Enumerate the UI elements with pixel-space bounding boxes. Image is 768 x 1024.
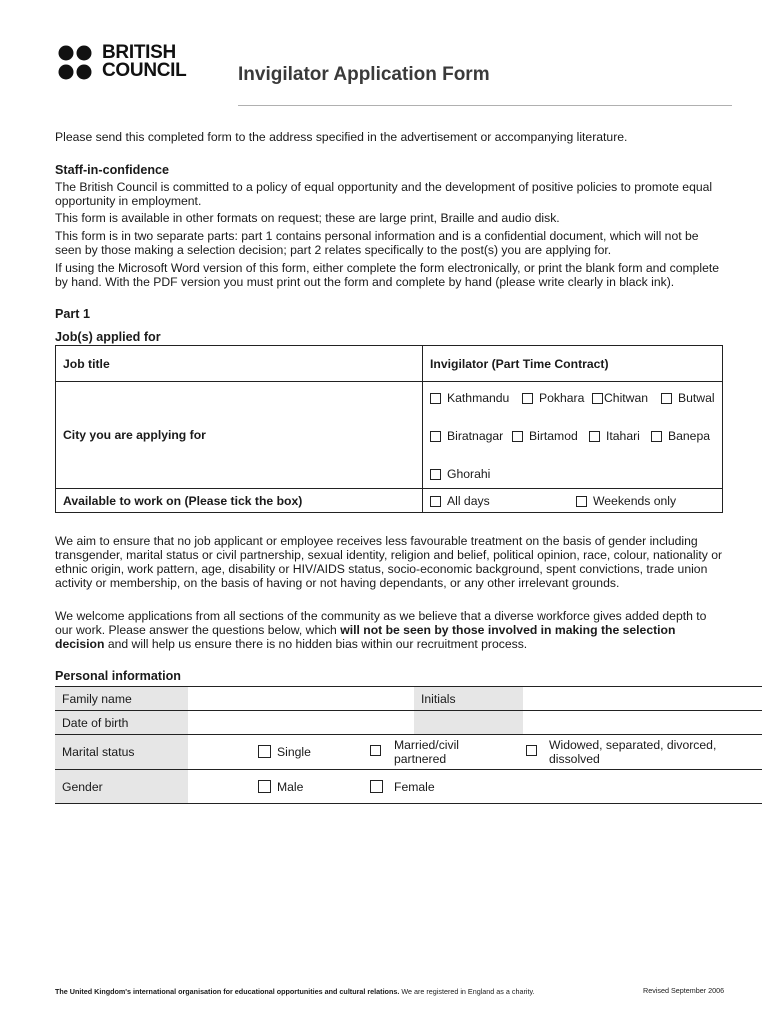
logo-line-1: BRITISH: [102, 42, 176, 63]
city-option-pokhara[interactable]: Pokhara: [522, 391, 584, 405]
checkbox[interactable]: [430, 496, 441, 507]
checkbox[interactable]: [258, 745, 271, 758]
checkbox[interactable]: [512, 431, 523, 442]
checkbox[interactable]: [651, 431, 662, 442]
title-divider: [238, 105, 732, 106]
city-option-banepa[interactable]: Banepa: [651, 429, 710, 443]
checkbox[interactable]: [430, 431, 441, 442]
part-heading: Part 1: [55, 307, 91, 321]
personal-table: [55, 686, 762, 804]
city-option-birtamod[interactable]: Birtamod: [512, 429, 578, 443]
family-name-label: Family name: [55, 687, 188, 711]
gender-options: [188, 770, 762, 804]
dob-spacer: [414, 711, 523, 735]
logo-line-2: COUNCIL: [102, 60, 187, 81]
gender-label: Gender: [55, 770, 188, 804]
gender-option-female[interactable]: Female: [370, 780, 435, 794]
marital-label: Marital status: [55, 735, 188, 770]
confidence-p3: This form is in two separate parts: part 1 contains personal information and is a confidential document, which will not be seen by those making a selection decision; part 2 relates specifically to the post(s) you are applying for.: [55, 229, 699, 257]
british-council-logo: [58, 44, 198, 84]
city-option-butwal[interactable]: Butwal: [661, 391, 715, 405]
checkbox[interactable]: [430, 469, 441, 480]
marital-option-widowed[interactable]: Widowed, separated, divorced, dissolved: [549, 738, 717, 766]
available-options: [423, 489, 723, 513]
dob-input[interactable]: [188, 711, 414, 735]
dob-label: Date of birth: [55, 711, 188, 735]
footer-left: The United Kingdom's international organisation for educational opportunities and cultural relations. We are registered in England as a charity.: [55, 987, 535, 996]
intro-text: Please send this completed form to the address specified in the advertisement or accompanying literature.: [55, 130, 628, 144]
job-title-value: Invigilator (Part Time Contract): [423, 346, 723, 382]
logo-dots-icon: [58, 44, 98, 82]
marital-widowed-checkbox[interactable]: [526, 745, 537, 756]
initials-label: Initials: [414, 687, 523, 711]
checkbox[interactable]: [430, 393, 441, 404]
available-option-weekends[interactable]: Weekends only: [576, 494, 676, 508]
city-label: City you are applying for: [56, 382, 423, 489]
city-option-biratnagar[interactable]: Biratnagar: [430, 429, 503, 443]
logo-text: [102, 44, 186, 80]
checkbox[interactable]: [258, 780, 271, 793]
marital-option-married[interactable]: Married/civil partnered: [394, 738, 460, 766]
city-option-chitwan[interactable]: Chitwan: [592, 391, 648, 405]
marital-married-checkbox[interactable]: [370, 745, 381, 756]
available-option-all-days[interactable]: All days: [430, 494, 490, 508]
jobs-heading: Job(s) applied for: [55, 330, 161, 344]
checkbox[interactable]: [576, 496, 587, 507]
confidence-p4: If using the Microsoft Word version of this form, either complete the form electronically, or print the blank form and complete by hand. With the PDF version you must print out the form and complete by hand (please write clearly in black ink).: [55, 261, 720, 289]
footer-revised: Revised September 2006: [643, 986, 725, 995]
checkbox[interactable]: [589, 431, 600, 442]
checkbox[interactable]: [661, 393, 672, 404]
form-title: Invigilator Application Form: [238, 64, 490, 85]
gender-option-male[interactable]: Male: [258, 780, 303, 794]
personal-heading: Personal information: [55, 669, 181, 683]
confidence-p1: The British Council is committed to a policy of equal opportunity and the development of positive policies to promote equal opportunity in employment.: [55, 180, 713, 208]
job-title-label: Job title: [56, 346, 423, 382]
confidence-heading: Staff-in-confidence: [55, 163, 170, 177]
equality-p2: We welcome applications from all sections of the community as we believe that a diverse workforce gives added depth to our work. Please answer the questions below, which will not be seen by those involved in making the selection decision and will help us ensure there is no hidden bias within our recruitment process.: [55, 609, 707, 651]
jobs-table: [55, 345, 723, 513]
checkbox[interactable]: [370, 780, 383, 793]
initials-input[interactable]: [523, 687, 762, 711]
city-option-kathmandu[interactable]: Kathmandu: [430, 391, 509, 405]
marital-option-single[interactable]: Single: [258, 745, 311, 759]
available-label: Available to work on (Please tick the box): [56, 489, 423, 513]
city-option-ghorahi[interactable]: Ghorahi: [430, 467, 490, 481]
city-option-itahari[interactable]: Itahari: [589, 429, 640, 443]
dob-extra: [523, 711, 762, 735]
checkbox[interactable]: [592, 393, 603, 404]
marital-options: [188, 735, 762, 770]
checkbox[interactable]: [522, 393, 533, 404]
family-name-input[interactable]: [188, 687, 414, 711]
city-options: [423, 382, 723, 489]
equality-p1: We aim to ensure that no job applicant or employee receives less favourable treatment on the basis of gender including transgender, marital status or civil partnership, sexual identity, religion and belief, political opinion, race, colour, nationality or ethnic origin, work pattern, age, disability or HIV/AIDS status, socio-economic background, spent convictions, trade union activity or membership, on the basis of having or not having dependants, or any other irrelevant grounds.: [55, 534, 723, 590]
confidence-p2: This form is available in other formats on request; these are large print, Braille and audio disk.: [55, 211, 560, 225]
